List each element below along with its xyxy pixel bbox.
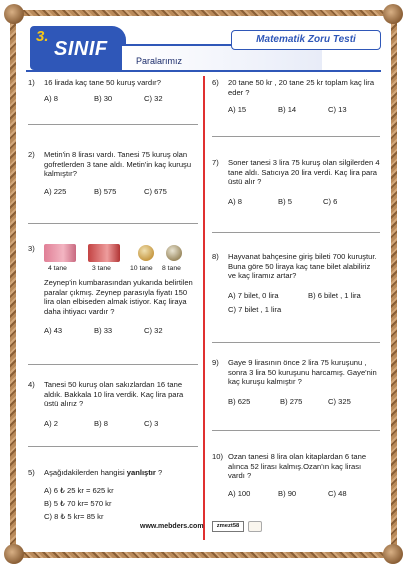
- rope-knot-icon: [4, 4, 24, 24]
- option-c[interactable]: C) 8 ₺ 5 kr= 85 kr: [44, 511, 104, 521]
- money-label: 4 tane: [48, 265, 67, 272]
- question-separator: [212, 342, 380, 343]
- question-6: [212, 78, 380, 115]
- banknote-50-icon: [44, 244, 76, 262]
- options: [44, 187, 198, 197]
- question-number: 8): [212, 252, 219, 261]
- rope-border-right: [391, 14, 397, 554]
- options: [44, 486, 198, 525]
- option-c[interactable]: C) 325: [328, 396, 351, 406]
- question-number: 3): [28, 244, 35, 253]
- question-8: [212, 252, 380, 317]
- money-label: 3 tane: [92, 265, 111, 272]
- option-b[interactable]: B) 14: [278, 105, 297, 115]
- question-5: [28, 468, 198, 525]
- option-a[interactable]: B) 625: [228, 396, 251, 406]
- header-divider: [26, 70, 381, 72]
- option-b[interactable]: B) 6 bilet , 1 lira: [308, 290, 361, 300]
- question-separator: [212, 430, 380, 431]
- question-separator: [28, 223, 198, 224]
- question-number: 9): [212, 358, 219, 367]
- option-c[interactable]: C) 7 bilet , 1 lira: [228, 304, 282, 314]
- option-a[interactable]: A) 7 bilet, 0 lira: [228, 290, 279, 300]
- question-text: Ozan tanesi 8 lira olan kitaplardan 6 tane alınca 52 lirası kalmış.Ozan'ın kaç lirası vardı ?: [228, 452, 367, 481]
- option-a[interactable]: A) 6 ₺ 25 kr = 625 kr: [44, 485, 114, 495]
- option-b[interactable]: B) 275: [280, 396, 303, 406]
- question-text-prefix: Aşağıdakilerden hangisi: [44, 468, 127, 477]
- option-a[interactable]: A) 2: [44, 418, 58, 428]
- rope-border-left: [10, 14, 16, 554]
- rope-knot-icon: [4, 544, 24, 564]
- question-7: [212, 158, 380, 207]
- grade-word: SINIF: [54, 38, 108, 60]
- question-text: [44, 468, 198, 478]
- options: [228, 489, 380, 499]
- option-b[interactable]: B) 5 ₺ 70 kr= 570 kr: [44, 498, 112, 508]
- grade-badge: [30, 26, 126, 70]
- question-text: Zeynep'in kumbarasından yukarıda belirtilen paralar çıkmış. Zeynep parasıyla fiyatı 150 lira olan elbiseden almak istiyor. Kaç liraya daha ihtiyacı vardır ?: [44, 278, 193, 316]
- question-text-emphasis: yanlıştır: [126, 468, 156, 477]
- question-4: [28, 380, 198, 429]
- column-divider: [203, 76, 205, 540]
- question-text: Hayvanat bahçesine giriş bileti 700 kuruştur. Buna göre 50 liraya kaç tane bilet alabiliriz ve kaç liramız artar?: [228, 252, 377, 281]
- options: [228, 197, 380, 207]
- options: [44, 94, 198, 104]
- options: [228, 291, 380, 301]
- option-a[interactable]: A) 225: [44, 186, 67, 196]
- footer-url[interactable]: www.mebders.com: [140, 523, 204, 530]
- question-number: 1): [28, 78, 35, 87]
- option-c[interactable]: C) 48: [328, 488, 347, 498]
- question-separator: [28, 446, 198, 447]
- option-c[interactable]: C) 32: [144, 93, 163, 103]
- options: [228, 397, 380, 407]
- unit-title: Paralarımız: [136, 56, 183, 66]
- grade-number: 3.: [36, 28, 49, 45]
- coin-25-icon: [166, 245, 182, 261]
- option-c[interactable]: C) 675: [144, 186, 167, 196]
- option-a[interactable]: A) 15: [228, 105, 247, 115]
- rope-knot-icon: [383, 4, 403, 24]
- question-number: 4): [28, 380, 35, 389]
- option-c[interactable]: C) 3: [144, 418, 159, 428]
- option-b[interactable]: B) 5: [278, 196, 292, 206]
- rope-border-top: [14, 10, 393, 16]
- money-label: 8 tane: [162, 265, 181, 272]
- coin-50-icon: [138, 245, 154, 261]
- question-text: Soner tanesi 3 lira 75 kuruş olan silgilerden 4 tane aldı. Satıcıya 20 lira verdi. Kaç lira para üstü alır ?: [228, 158, 380, 187]
- option-b[interactable]: B) 33: [94, 326, 113, 336]
- question-number: 10): [212, 452, 223, 461]
- banknote-10-icon: [88, 244, 120, 262]
- option-b[interactable]: B) 90: [278, 488, 297, 498]
- question-number: 5): [28, 468, 35, 477]
- footer-code: zmezt58: [212, 521, 244, 532]
- question-separator: [212, 232, 380, 233]
- question-separator: [28, 364, 198, 365]
- question-number: 2): [28, 150, 35, 159]
- option-b[interactable]: B) 575: [94, 186, 117, 196]
- options-extra: [228, 305, 380, 317]
- option-b[interactable]: B) 8: [94, 418, 108, 428]
- question-text-suffix: ?: [155, 468, 163, 477]
- question-1: [28, 78, 198, 104]
- option-a[interactable]: A) 43: [44, 326, 63, 336]
- options: [228, 105, 380, 115]
- option-c[interactable]: C) 6: [323, 196, 338, 206]
- option-a[interactable]: A) 100: [228, 488, 251, 498]
- question-text: Tanesi 50 kuruş olan sakızlardan 16 tane aldık. Bakkala 10 lira verdik. Kaç lira para üstü alırız ?: [44, 380, 184, 409]
- question-9: [212, 358, 380, 407]
- option-a[interactable]: A) 8: [44, 93, 58, 103]
- option-b[interactable]: B) 30: [94, 93, 113, 103]
- question-text: Metin'in 8 lirası vardı. Tanesi 75 kuruş olan gofretlerden 3 tane aldı. Metin'in kaç kuruşu kalmıştır?: [44, 150, 192, 179]
- question-text: Gaye 9 lirasının önce 2 lira 75 kuruşunu , sonra 3 lira 50 kuruşunu harcamış. Gaye'nin kaç kuruşu kalmıştır ?: [228, 358, 377, 387]
- question-10: [212, 452, 380, 499]
- question-separator: [28, 124, 198, 125]
- question-number: 6): [212, 78, 219, 87]
- option-a[interactable]: A) 8: [228, 196, 242, 206]
- question-text: 20 tane 50 kr , 20 tane 25 kr toplam kaç lira eder ?: [228, 78, 375, 97]
- test-title: Matematik Zoru Testi: [231, 30, 381, 50]
- question-text: 16 lirada kaç tane 50 kuruş vardır?: [44, 78, 161, 87]
- options: [44, 326, 198, 336]
- rope-border-bottom: [14, 552, 393, 558]
- question-number: 7): [212, 158, 219, 167]
- options: [44, 419, 198, 429]
- meb-logo-icon: [248, 521, 262, 532]
- rope-knot-icon: [383, 544, 403, 564]
- question-separator: [212, 136, 380, 137]
- question-2: [28, 150, 198, 197]
- page-header: [26, 26, 381, 70]
- money-images: [44, 244, 198, 274]
- option-c[interactable]: C) 13: [328, 105, 347, 115]
- option-c[interactable]: C) 32: [144, 326, 163, 336]
- question-3: [28, 244, 198, 336]
- money-label: 10 tane: [130, 265, 153, 272]
